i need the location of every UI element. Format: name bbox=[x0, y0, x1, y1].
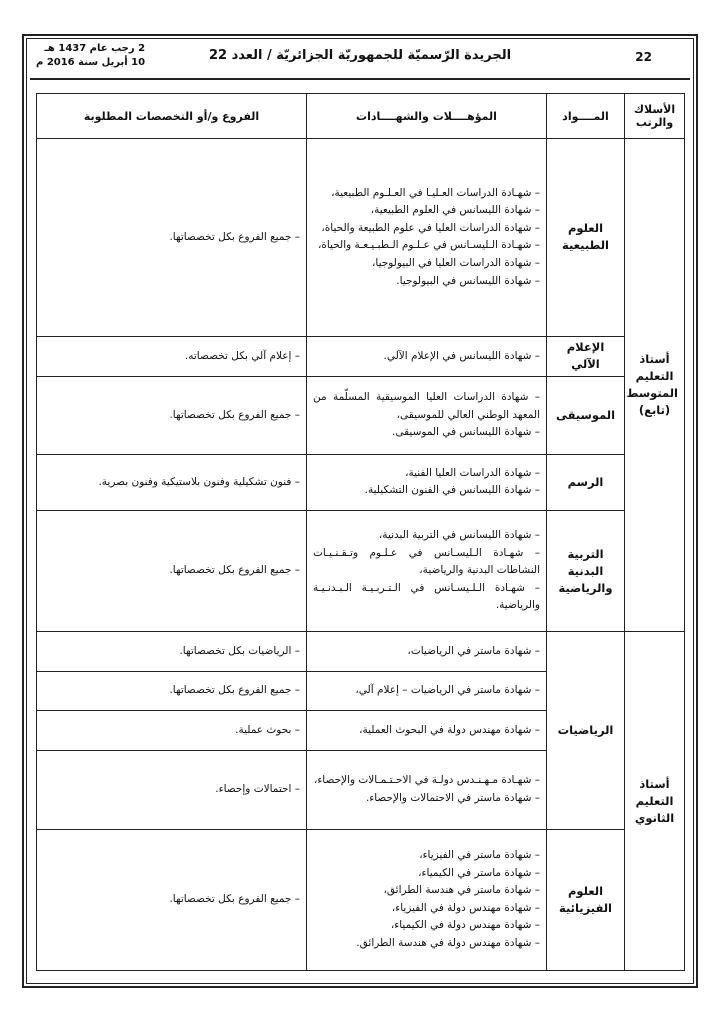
col-header-branches: الفروع و/أو التخصصات المطلوبة bbox=[37, 94, 307, 139]
date-gregorian: 10 أبريل سنة 2016 م bbox=[36, 57, 146, 68]
qualifications-cell: – شهادة ماستر في الفيزياء، – شهادة ماستر في الكيمياء، – شهادة ماستر في هندسة الطرائق، – شهادة مهندس دولة في الفيزياء، – شهادة مهندس دولة في الكيمياء، – شهادة مهندس دولة في هندسة الطرائق. bbox=[307, 829, 547, 970]
col-header-ranks: الأسلاك والرتب bbox=[625, 94, 685, 139]
rank-middle-teacher: أستاذ التعليم المتوسط (تابع) bbox=[625, 139, 685, 632]
branches-cell: – جميع الفروع بكل تخصصاتها. bbox=[37, 376, 307, 454]
table-row bbox=[37, 139, 685, 337]
subject-music: الموسيقى bbox=[547, 376, 625, 454]
issue-date bbox=[36, 42, 145, 70]
header-rule bbox=[30, 78, 690, 80]
qualifications-table bbox=[36, 93, 685, 971]
subject-mathematics: الرياضيات bbox=[547, 632, 625, 830]
qualifications-cell: – شهادة الليسانس في التربية البدنية، – شهـادة الـليسـانس في عـلـوم وتـقـنـيـات النشاطات البدنية والرياضية، – شهـادة الـلـيسـانس في الـتـربـيـة الـبـدنـيـة والرياضية. bbox=[307, 511, 547, 632]
subject-natural-sciences: العلوم الطبيعية bbox=[547, 139, 625, 337]
branches-cell: – فنون تشكيلية وفنون بلاستيكية وفنون بصرية. bbox=[37, 454, 307, 510]
branches-cell: – جميع الفروع بكل تخصصاتها. bbox=[37, 511, 307, 632]
table-row bbox=[37, 376, 685, 454]
col-header-subjects: المــــواد bbox=[547, 94, 625, 139]
qualifications-cell: – شهادة الدراسات العليا الفنية، – شهادة الليسانس في الفنون التشكيلية. bbox=[307, 454, 547, 510]
table-row bbox=[37, 829, 685, 970]
table-row bbox=[37, 632, 685, 672]
rank-secondary-teacher: أستاذ التعليم الثانوي bbox=[625, 632, 685, 971]
subject-drawing: الرسم bbox=[547, 454, 625, 510]
table-row bbox=[37, 511, 685, 632]
table-row bbox=[37, 336, 685, 376]
qualifications-cell: – شهـادة الدراسات العـليـا في العـلـوم الطبيعية، – شهادة الليسانس في العلوم الطبيعية، – شهادة الدراسات العليا في علوم الطبيعة والحياة، – شهـادة الـليسـانس في عـلـوم الـطبـيـعـة والحياة، – شهادة الدراسات العليا في البيولوجيا، – شهادة الليسانس في البيولوجيا. bbox=[307, 139, 547, 337]
subject-physical-sciences: العلوم الفيزيائية bbox=[547, 829, 625, 970]
page-number: 22 bbox=[635, 50, 652, 64]
page-header bbox=[30, 40, 690, 78]
qualifications-cell: – شهادة الليسانس في الإعلام الآلي. bbox=[307, 336, 547, 376]
gazette-title: الجريدة الرّسميّة للجمهوريّة الجزائريّة / العدد 22 bbox=[208, 48, 512, 63]
table-header-row bbox=[37, 94, 685, 139]
branches-cell: – بحوث عملية. bbox=[37, 710, 307, 750]
table-row bbox=[37, 454, 685, 510]
qualifications-cell: – شهادة ماستر في الرياضيات، bbox=[307, 632, 547, 672]
branches-cell: – احتمالات وإحصاء. bbox=[37, 751, 307, 830]
col-header-qualifications: المؤهــــلات والشهــــادات bbox=[307, 94, 547, 139]
subject-physical-education: التربية البدنية والرياضية bbox=[547, 511, 625, 632]
date-hijri: 2 رجب عام 1437 هـ bbox=[44, 43, 146, 54]
qualifications-cell: – شهادة ماستر في الرياضيات – إعلام آلي، bbox=[307, 672, 547, 710]
branches-cell: – جميع الفروع بكل تخصصاتها. bbox=[37, 672, 307, 710]
subject-computer-science: الإعلام الآلي bbox=[547, 336, 625, 376]
qualifications-cell: – شهـادة مـهـنـدس دولـة في الاحـتـمـالات والإحصاء، – شهادة ماستر في الاحتمالات والإحصاء. bbox=[307, 751, 547, 830]
branches-cell: – جميع الفروع بكل تخصصاتها. bbox=[37, 139, 307, 337]
branches-cell: – جميع الفروع بكل تخصصاتها. bbox=[37, 829, 307, 970]
qualifications-cell: – شهادة الدراسات العليا الموسيقية المسلّمة من المعهد الوطني العالي للموسيقى، – شهادة الليسانس في الموسيقى. bbox=[307, 376, 547, 454]
branches-cell: – إعلام آلي بكل تخصصاته. bbox=[37, 336, 307, 376]
qualifications-cell: – شهادة مهندس دولة في البحوث العملية، bbox=[307, 710, 547, 750]
branches-cell: – الرياضيات بكل تخصصاتها. bbox=[37, 632, 307, 672]
